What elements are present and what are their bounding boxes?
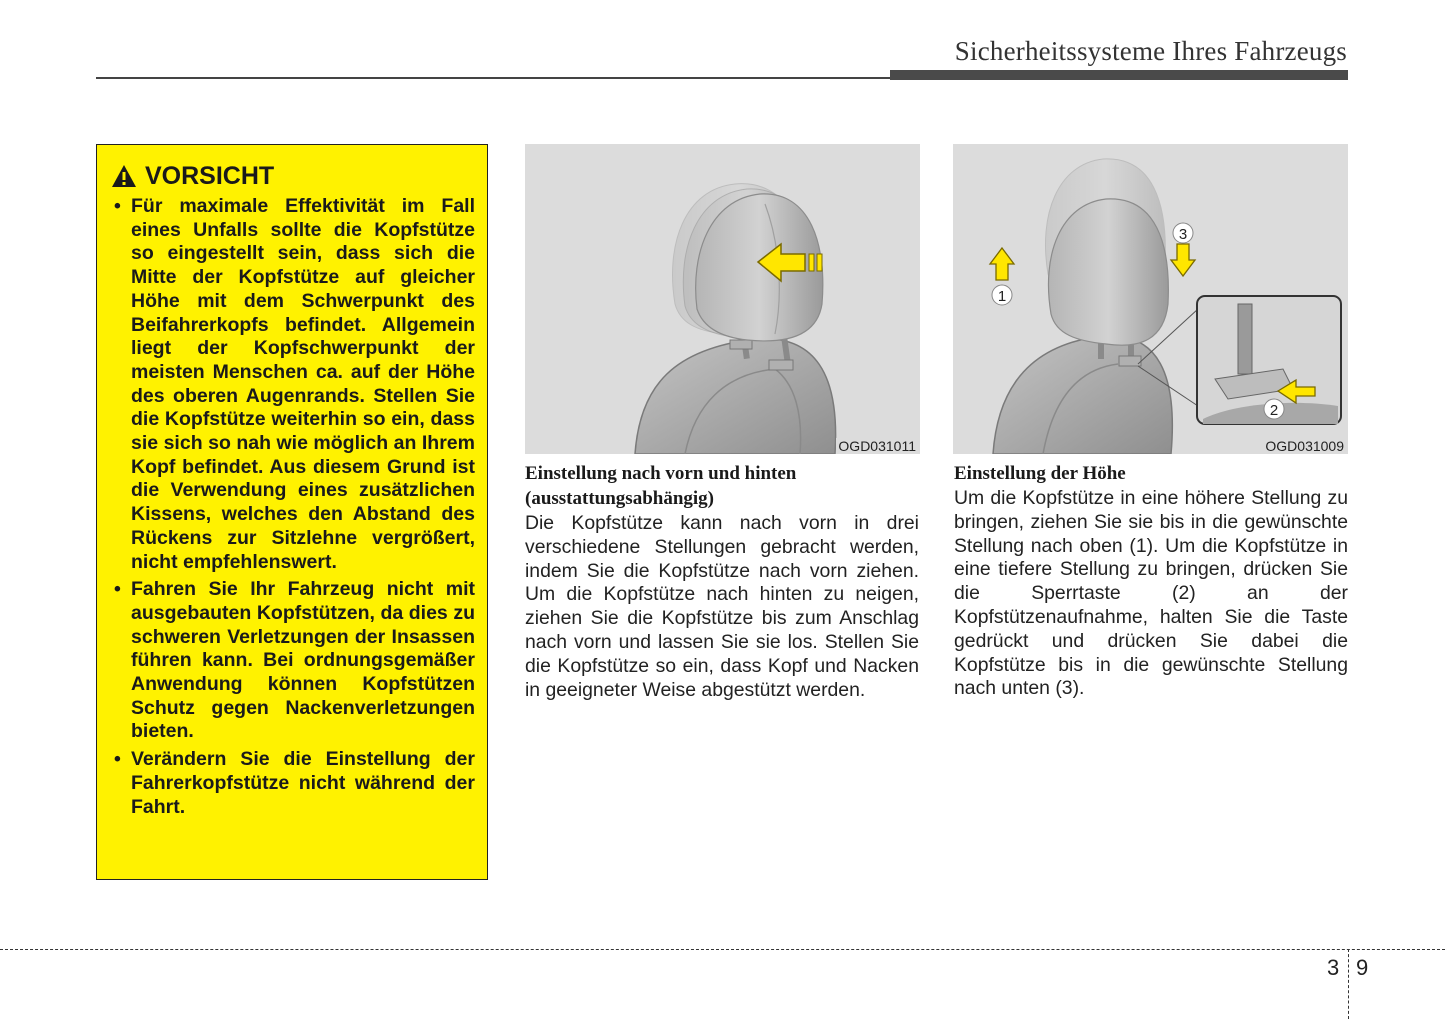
section-heading: Einstellung nach vorn und hinten — [525, 463, 797, 484]
header-bar — [890, 70, 1348, 80]
caution-box — [96, 144, 488, 880]
caution-item: • Verändern Sie die Einstellung der Fahrerkopfstütze nicht während der Fahrt. — [111, 748, 475, 819]
section-heading: Einstellung der Höhe — [954, 463, 1126, 484]
figure-headrest-height — [953, 144, 1348, 454]
warning-icon — [111, 164, 137, 188]
headrest-tilt-illustration — [525, 144, 920, 454]
section-tilt-adjustment — [525, 462, 919, 702]
header-rule — [96, 77, 892, 79]
arrow-down-icon — [1171, 244, 1195, 276]
figure-headrest-tilt — [525, 144, 920, 454]
section-height-adjustment — [954, 462, 1348, 701]
caution-item: • Fahren Sie Ihr Fahrzeug nicht mit ausgebauten Kopfstützen, da dies zu schweren Verletzungen der Insassen führen kann. Bei ordnungsgemäßer Anwendung können Kopfstützen Schutz gegen Nackenverletzungen bieten. — [111, 578, 475, 744]
arrow-up-icon — [990, 248, 1014, 280]
label-2: 2 — [1269, 402, 1279, 419]
label-1: 1 — [997, 288, 1007, 305]
footer-rule — [0, 949, 1445, 950]
footer-divider — [1348, 949, 1349, 1019]
caution-title: VORSICHT — [145, 162, 275, 190]
page-number: 9 — [1356, 955, 1369, 980]
figure-code: OGD031011 — [838, 438, 916, 454]
headrest-height-illustration — [953, 144, 1348, 454]
caution-item: • Für maximale Effektivität im Fall eines Unfalls sollte die Kopfstütze so eingestellt sein, dass sich die Mitte der Kopfstütze auf gleicher Höhe mit dem Schwerpunkt des Beifahrerkopfs befindet. Allgemein liegt der Kopfschwerpunkt der meisten Menschen ca. auf der Höhe des oberen Augenrands. Stellen Sie die Kopfstütze weiterhin so ein, dass sie sich so nah wie möglich an Ihrem Kopf befindet. Aus diesem Grund ist die Verwendung eines zusätzlichen Kissens, welches den Abstand des Rückens zur Sitzlehne vergrößert, nicht empfehlenswert. — [111, 195, 475, 574]
page-header-title: Sicherheitssysteme Ihres Fahrzeugs — [954, 36, 1347, 66]
caution-list — [111, 195, 475, 819]
figure-code: OGD031009 — [1265, 438, 1344, 454]
label-3: 3 — [1178, 226, 1188, 243]
caution-heading — [111, 161, 475, 191]
section-body: Die Kopfstütze kann nach vorn in drei verschiedene Stellungen gebracht werden, indem Sie die Kopfstütze nach vorn ziehen. Um die Kopfstütze nach hinten zu neigen, ziehen Sie die Kopfstütze bis zum Anschlag nach vorn und lassen Sie sie los. Stellen Sie die Kopfstütze so ein, dass Kopf und Nacken in geeigneter Weise abgestützt werden. — [525, 512, 919, 701]
section-body: Um die Kopfstütze in eine höhere Stellung zu bringen, ziehen Sie sie bis in die gewünschte Stellung nach oben (1). Um die Kopfstütze in eine tiefere Stellung zu bringen, drücken Sie die Sperrtaste (2) an der Kopfstützenaufnahme, halten Sie die Taste gedrückt und drücken Sie dabei die Kopfstütze bis in die gewünschte Stellung nach unten (3). — [954, 487, 1348, 700]
section-heading-qualifier: (ausstattungsabhängig) — [525, 488, 714, 509]
chapter-number: 3 — [1327, 955, 1340, 980]
